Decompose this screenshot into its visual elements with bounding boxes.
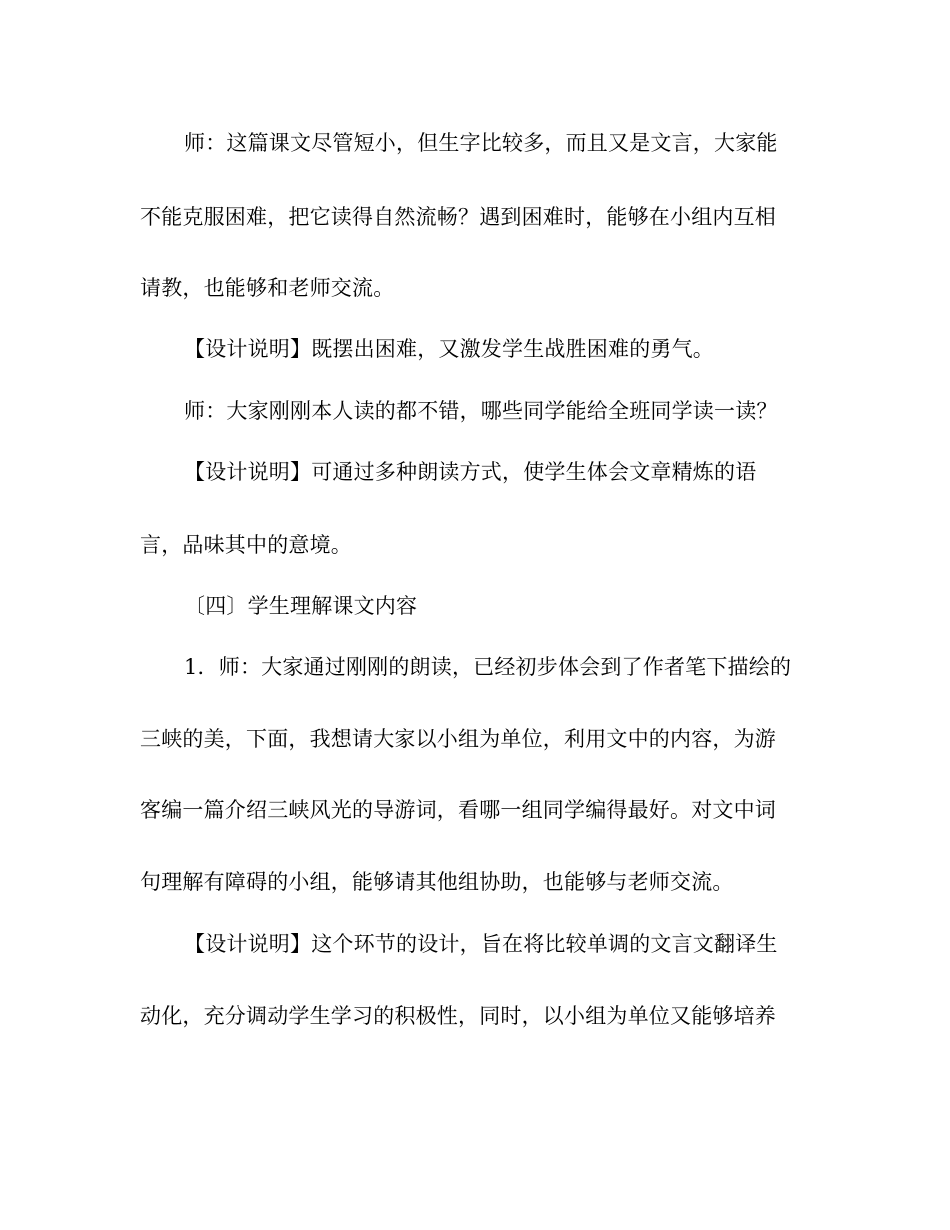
section-heading: 〔四〕学生理解课文内容: [184, 594, 418, 618]
design-note-line: 【设计说明】既摆出困难，又激发学生战胜困难的勇气。: [184, 337, 714, 361]
paragraph-line: 句理解有障碍的小组，能够请其他组协助，也能够与老师交流。: [140, 870, 734, 894]
paragraph-line: 师：这篇课文尽管短小，但生字比较多，而且又是文言，大家能: [184, 131, 778, 155]
paragraph-line: 客编一篇介绍三峡风光的导游词，看哪一组同学编得最好。对文中词: [140, 798, 776, 822]
paragraph-line: 言，品味其中的意境。: [140, 533, 352, 557]
paragraph-line: 师：大家刚刚本人读的都不错，哪些同学能给全班同学读一读？: [184, 399, 778, 423]
design-note-line: 【设计说明】这个环节的设计，旨在将比较单调的文言文翻译生: [184, 932, 778, 956]
design-note-line: 【设计说明】可通过多种朗读方式，使学生体会文章精炼的语: [184, 460, 757, 484]
paragraph-line: 不能克服困难，把它读得自然流畅？遇到困难时，能够在小组内互相: [140, 205, 776, 229]
paragraph-line: 1．师：大家通过刚刚的朗读，已经初步体会到了作者笔下描绘的: [184, 655, 792, 679]
paragraph-line: 请教，也能够和老师交流。: [140, 276, 395, 300]
paragraph-line: 三峡的美，下面，我想请大家以小组为单位，利用文中的内容，为游: [140, 727, 776, 751]
paragraph-line: 动化，充分调动学生学习的积极性，同时，以小组为单位又能够培养: [140, 1004, 776, 1028]
